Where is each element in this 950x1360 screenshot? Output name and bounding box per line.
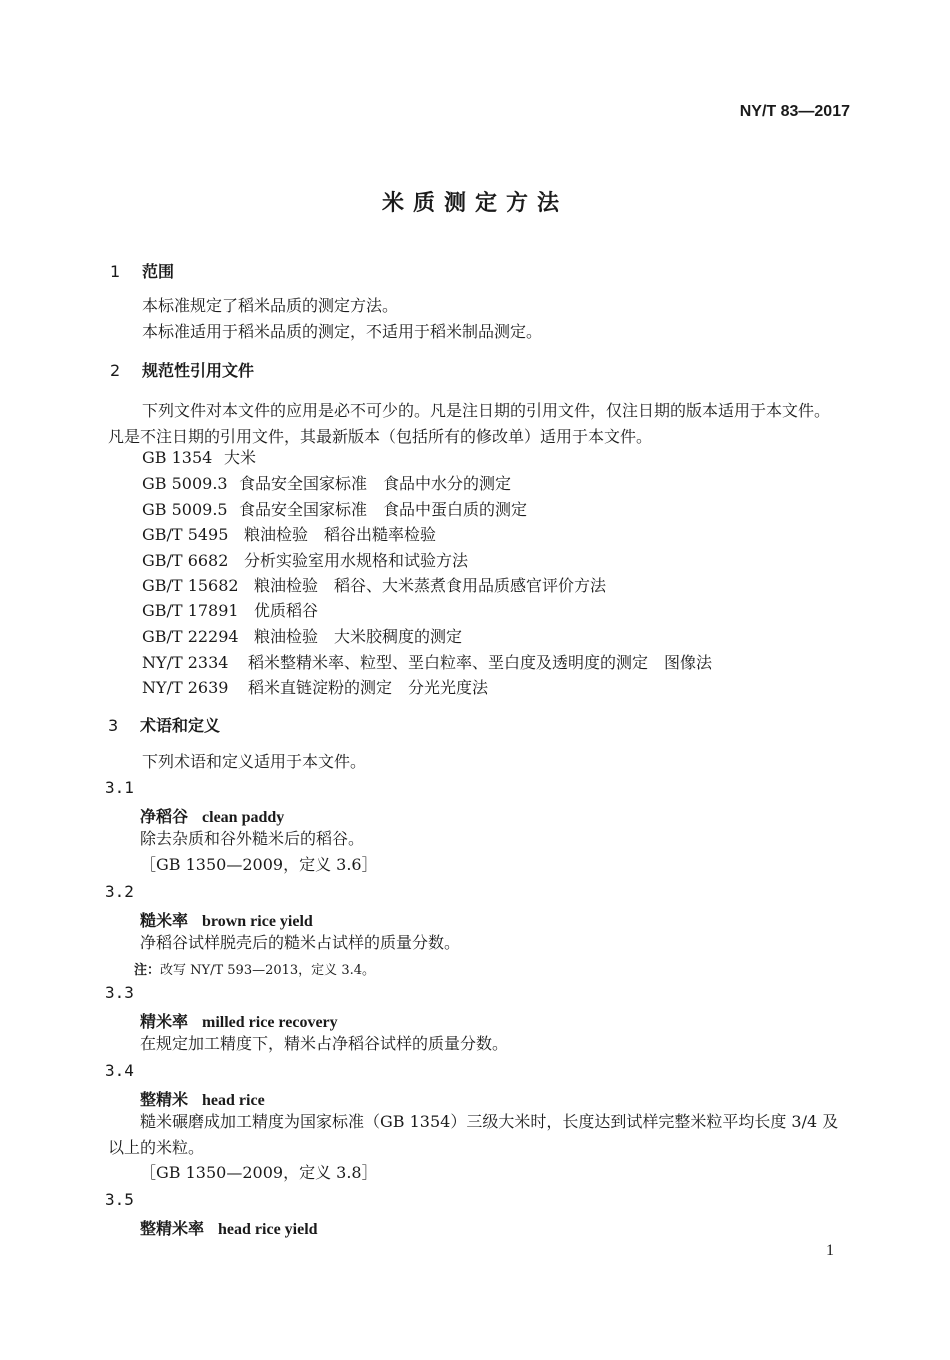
reference-title: 粮油检验 稻谷、大米蒸煮食用品质感官评价方法	[254, 576, 607, 595]
term-definition: 在规定加工精度下，精米占净稻谷试样的质量分数。	[140, 1034, 509, 1053]
reference-title: 大米	[224, 448, 257, 467]
reference-code: GB/T 17891	[142, 601, 239, 620]
clause-number: 3.3	[105, 983, 134, 1002]
reference-code: GB/T 15682	[142, 576, 239, 595]
reference-item	[142, 471, 511, 497]
reference-code: GB 1354	[142, 448, 213, 467]
document-title: 米质测定方法	[381, 191, 568, 216]
note-label: 注：	[134, 963, 161, 978]
paragraph: 本标准规定了稻米品质的测定方法。	[142, 296, 399, 315]
section-number: 1	[110, 262, 121, 281]
reference-code: GB 5009.5	[142, 500, 228, 519]
term-heading	[140, 1009, 338, 1032]
reference-title: 粮油检验 稻谷出糙率检验	[244, 525, 437, 544]
reference-item	[142, 675, 488, 701]
term-en: clean paddy	[202, 809, 285, 826]
paragraph: 本标准适用于稻米品质的测定，不适用于稻米制品测定。	[142, 322, 543, 341]
term-en: milled rice recovery	[202, 1014, 338, 1031]
reference-item	[142, 522, 436, 548]
section-2-heading	[110, 358, 254, 381]
reference-title: 优质稻谷	[254, 601, 319, 620]
intro-line: 凡是不注日期的引用文件，其最新版本（包括所有的修改单）适用于本文件。	[108, 427, 653, 446]
clause-number: 3.2	[105, 882, 134, 901]
intro-line: 下列文件对本文件的应用是必不可少的。凡是注日期的引用文件，仅注日期的版本适用于本文件。	[142, 401, 831, 420]
term-zh: 整精米率	[140, 1219, 205, 1238]
term-heading	[140, 1087, 265, 1110]
reference-title: 粮油检验 大米胶稠度的测定	[254, 627, 463, 646]
term-source: ［GB 1350—2009，定义 3.8］	[140, 1163, 378, 1182]
term-heading	[140, 908, 313, 931]
clause-number: 3.4	[105, 1061, 134, 1080]
section-title: 范围	[142, 262, 175, 281]
term-heading	[140, 804, 284, 827]
reference-item	[142, 598, 318, 624]
section-number: 3	[108, 716, 119, 735]
term-en: brown rice yield	[202, 913, 313, 930]
term-note	[134, 959, 375, 978]
term-zh: 整精米	[140, 1090, 189, 1109]
section-title: 术语和定义	[140, 716, 221, 735]
term-definition: 糙米碾磨成加工精度为国家标准（GB 1354）三级大米时，长度达到试样完整米粒平均长度 3/4 及以上的米粒。	[108, 1112, 839, 1157]
section-3-heading	[108, 713, 220, 736]
term-heading	[140, 1216, 318, 1239]
paragraph: 下列术语和定义适用于本文件。	[142, 752, 367, 771]
clause-number: 3.1	[105, 778, 134, 797]
section-1-heading	[110, 259, 174, 282]
reference-title: 分析实验室用水规格和试验方法	[244, 551, 469, 570]
term-definition: 除去杂质和谷外糙米后的稻谷。	[140, 829, 365, 848]
reference-item	[142, 497, 527, 523]
page-number: 1	[826, 1242, 834, 1259]
reference-item	[142, 573, 606, 599]
reference-title: 稻米直链淀粉的测定 分光光度法	[248, 678, 489, 697]
reference-code: GB 5009.3	[142, 474, 228, 493]
reference-code: NY/T 2334	[142, 653, 229, 672]
reference-item	[142, 445, 256, 471]
reference-item	[142, 650, 712, 676]
term-en: head rice	[202, 1092, 265, 1109]
note-text: 改写 NY/T 593—2013，定义 3.4。	[160, 963, 375, 978]
reference-code: GB/T 6682	[142, 551, 229, 570]
reference-item	[142, 624, 462, 650]
reference-code: GB/T 5495	[142, 525, 229, 544]
reference-title: 食品安全国家标准 食品中水分的测定	[239, 474, 512, 493]
section-title: 规范性引用文件	[142, 361, 255, 380]
term-zh: 精米率	[140, 1012, 189, 1031]
term-definition: 净稻谷试样脱壳后的糙米占试样的质量分数。	[140, 933, 461, 952]
term-zh: 糙米率	[140, 911, 189, 930]
reference-title: 稻米整精米率、粒型、垩白粒率、垩白度及透明度的测定 图像法	[248, 653, 713, 672]
term-zh: 净稻谷	[140, 807, 189, 826]
clause-number: 3.5	[105, 1190, 134, 1209]
reference-code: NY/T 2639	[142, 678, 229, 697]
section-number: 2	[110, 361, 121, 380]
term-en: head rice yield	[218, 1221, 318, 1238]
reference-item	[142, 548, 468, 574]
reference-title: 食品安全国家标准 食品中蛋白质的测定	[239, 500, 528, 519]
reference-code: GB/T 22294	[142, 627, 239, 646]
term-source: ［GB 1350—2009，定义 3.6］	[140, 855, 378, 874]
standard-number: NY/T 83—2017	[739, 103, 850, 120]
